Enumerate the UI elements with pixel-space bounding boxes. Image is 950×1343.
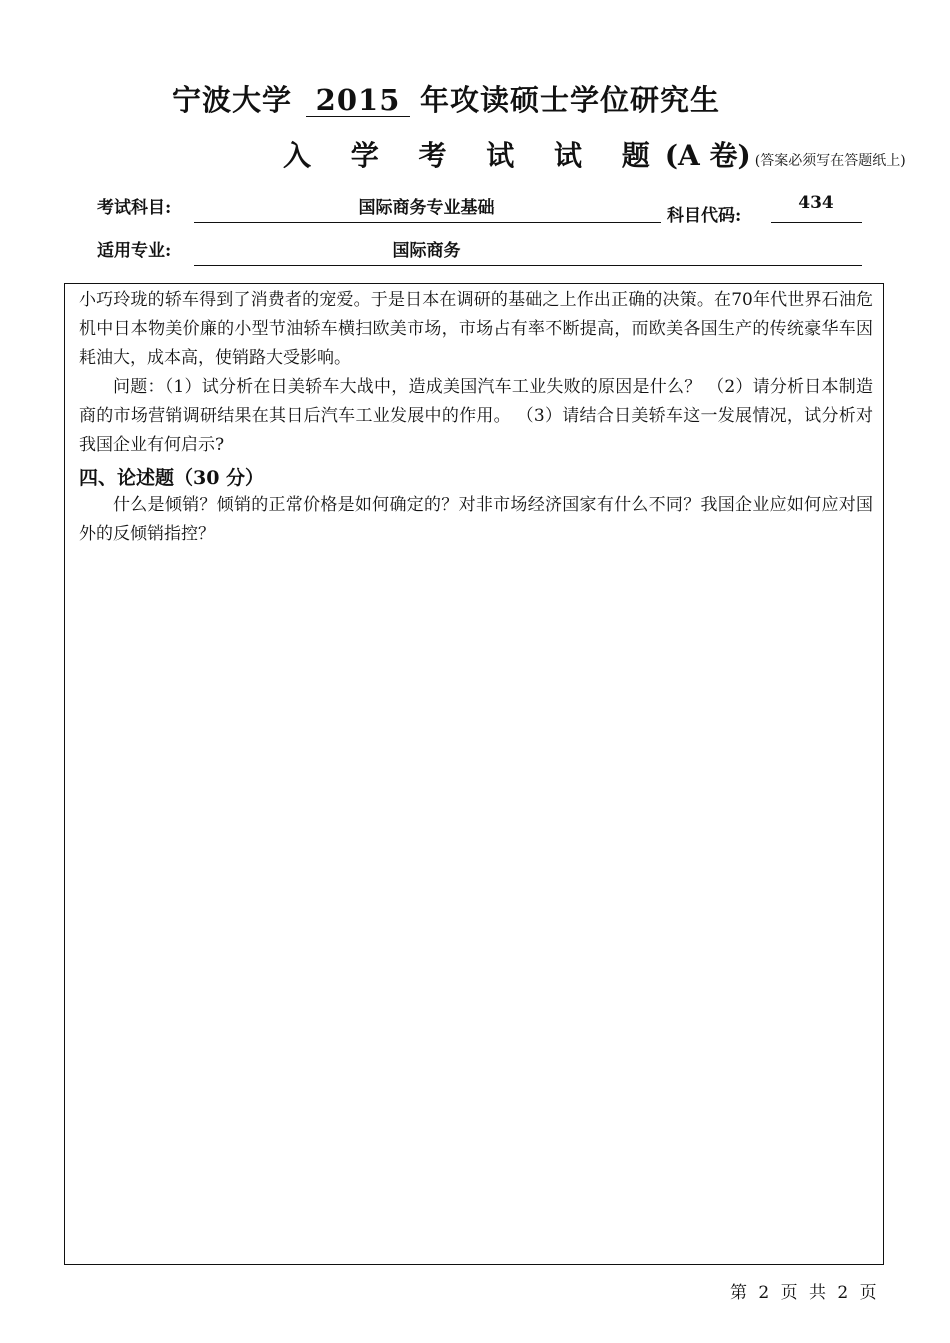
case-paragraph: 小巧玲珑的轿车得到了消费者的宠爱。于是日本在调研的基础之上作出正确的决策。在70年代世界石油危机中日本物美价廉的小型节油轿车横扫欧美市场，市场占有率不断提高，而欧美各国生产的传统豪华车因耗油大，成本高，使销路大受影响。	[79, 290, 873, 368]
code-value: 434	[798, 193, 834, 213]
subject-value: 国际商务专业基础	[358, 198, 495, 218]
title-rest: 年攻读硕士学位研究生	[420, 83, 721, 117]
major-value: 国际商务	[392, 241, 461, 261]
university-name: 宁波大学	[172, 83, 293, 117]
code-underline	[771, 222, 862, 223]
answer-note: (答案必须写在答题纸上)	[754, 153, 906, 169]
subject-label: 考试科目:	[97, 198, 172, 218]
case-questions: 问题：（1）试分析在日美轿车大战中，造成美国汽车工业失败的原因是什么？ （2）请分析日本制造商的市场营销调研结果在其日后汽车工业发展中的作用。 （3）请结合日美轿车这一发展情况，试分析对我国企业有何启示?	[79, 377, 873, 455]
exam-title-line1	[172, 78, 720, 119]
major-label: 适用专业:	[97, 241, 172, 261]
section-4-heading: 四、论述题（30 分）	[79, 467, 265, 489]
exam-title: 入 学 考 试 试 题	[283, 139, 665, 172]
page-number: 第 2 页 共 2 页	[730, 1283, 877, 1303]
code-label: 科目代码:	[667, 206, 742, 226]
major-underline	[194, 265, 862, 266]
section-4-question: 什么是倾销？倾销的正常价格是如何确定的？对非市场经济国家有什么不同？我国企业应如何应对国外的反倾销指控？	[79, 495, 873, 544]
exam-year: 2015	[306, 84, 410, 117]
exam-title-line2	[283, 134, 906, 174]
paper-version: (A 卷)	[664, 139, 751, 172]
subject-underline	[194, 222, 661, 223]
